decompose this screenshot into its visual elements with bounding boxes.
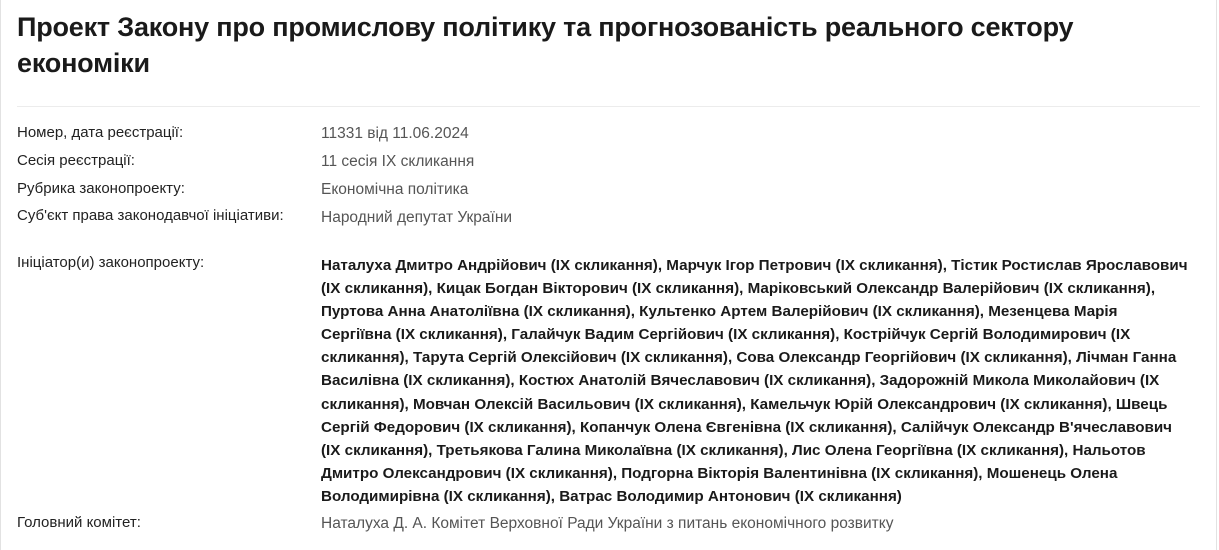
initiators-list: Наталуха Дмитро Андрійович (IX скликання), Марчук Ігор Петрович (IX скликання), Тістик Ростислав Ярославович (IX скликання), Кицак Богдан Вікторович (IX скликання), Маріковський Олександр Валерійович (IX скликання), Пуртова Анна Анатоліївна (IX скликання), Культенко Артем Валерійович (IX скликання), Мезенцева Марія Сергіївна (IX скликання), Галайчук Вадим Сергійович (IX скликання), Кострійчук Сергій Володимирович (IX скликання), Тарута Сергій Олексійович (IX скликання), Сова Олександр Георгійович (IX скликання), Лічман Ганна Василівна (IX скликання), Костюх Анатолій Вячеславович (IX скликання), Задорожній Микола Миколайович (IX скликання), Мовчан Олексій Васильович (IX скликання), Камельчук Юрій Олександрович (IX скликання), Швець Сергій Федорович (IX скликання), Копанчук Олена Євгенівна (IX скликання), Салійчук Олександр В'ячеславович (IX скликання), Третьякова Галина Миколаївна (IX скликання), Лис Олена Георгіївна (IX скликання), Нальотов Дмитро Олександрович (IX скликання), Подгорна Вікторія Валентинівна (IX скликання), Мошенець Олена Володимирівна (IX скликання), Ватрас Володимир Антонович (IX скликання) <box>321 257 1188 505</box>
subject-row <box>17 208 1207 254</box>
bill-info-table <box>17 124 1207 542</box>
committee-row <box>17 514 1207 542</box>
rubric-value: Економічна політика <box>321 181 469 198</box>
title-divider <box>17 106 1200 107</box>
committee-value: Наталуха Д. А. Комітет Верховної Ради України з питань економічного розвитку <box>321 515 894 532</box>
initiators-label: Ініціатор(и) законопроекту: <box>17 254 205 271</box>
registration-value: 11331 від 11.06.2024 <box>321 125 469 142</box>
initiators-row <box>17 254 1207 514</box>
subject-value: Народний депутат України <box>321 209 513 226</box>
session-value: 11 сесія IX скликання <box>321 153 475 170</box>
rubric-label: Рубрика законопроекту: <box>17 180 185 197</box>
rubric-row <box>17 180 1207 208</box>
registration-row <box>17 124 1207 152</box>
registration-label: Номер, дата реєстрації: <box>17 124 184 141</box>
committee-label: Головний комітет: <box>17 514 141 531</box>
page-title: Проект Закону про промислову політику та прогнозованість реального сектору економіки <box>17 12 1074 78</box>
subject-label: Суб'єкт права законодавчої ініціативи: <box>17 207 284 224</box>
session-label: Сесія реєстрації: <box>17 152 135 169</box>
session-row <box>17 152 1207 180</box>
